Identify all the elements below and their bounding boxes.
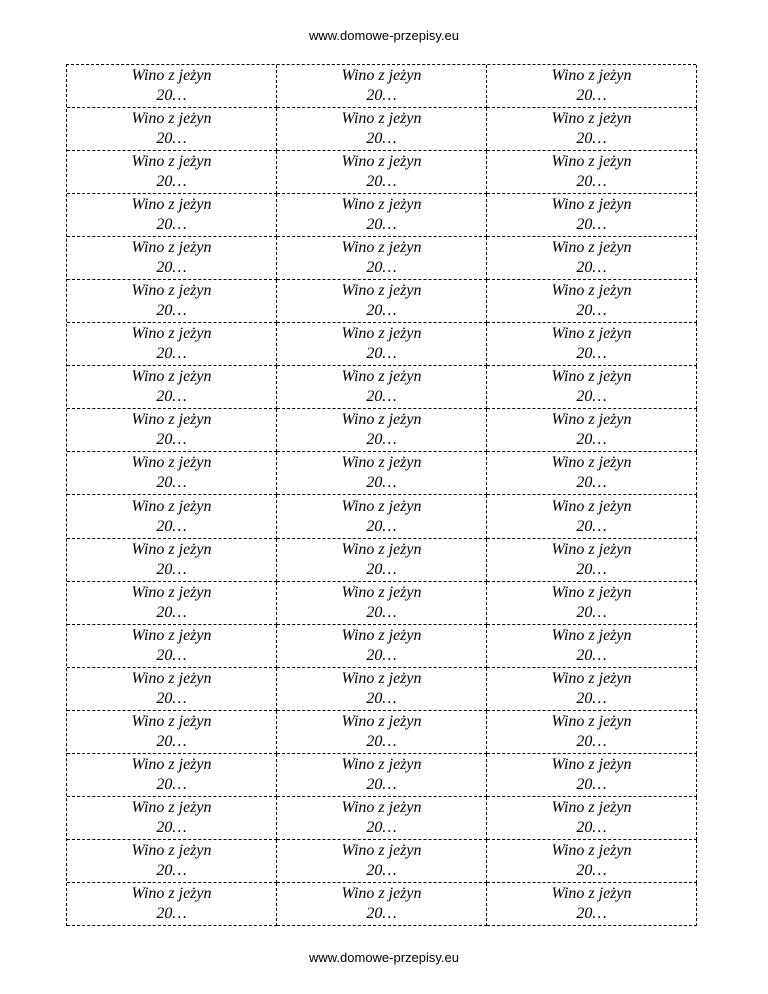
wine-label-year: 20… xyxy=(366,259,397,277)
wine-label-title: Wino z jeżyn xyxy=(551,325,632,343)
wine-label-title: Wino z jeżyn xyxy=(131,669,212,687)
wine-label xyxy=(67,108,277,151)
wine-label-year: 20… xyxy=(156,173,187,191)
wine-label-title: Wino z jeżyn xyxy=(131,110,212,128)
wine-label-year: 20… xyxy=(156,861,187,879)
wine-label-year: 20… xyxy=(366,302,397,320)
wine-label-year: 20… xyxy=(576,732,607,750)
wine-label-title: Wino z jeżyn xyxy=(551,67,632,85)
wine-label-title: Wino z jeżyn xyxy=(131,196,212,214)
wine-label-title: Wino z jeżyn xyxy=(341,755,422,773)
wine-label xyxy=(277,108,487,151)
wine-label-title: Wino z jeżyn xyxy=(131,583,212,601)
wine-label xyxy=(487,840,697,883)
wine-label-title: Wino z jeżyn xyxy=(551,626,632,644)
wine-label xyxy=(277,668,487,711)
wine-label-title: Wino z jeżyn xyxy=(551,411,632,429)
wine-label-year: 20… xyxy=(156,87,187,105)
wine-label-title: Wino z jeżyn xyxy=(341,884,422,902)
wine-label xyxy=(67,883,277,926)
wine-label xyxy=(487,754,697,797)
wine-label-year: 20… xyxy=(156,474,187,492)
wine-label xyxy=(67,409,277,452)
wine-label-title: Wino z jeżyn xyxy=(551,583,632,601)
wine-label-year: 20… xyxy=(366,517,397,535)
wine-label-year: 20… xyxy=(156,560,187,578)
wine-label-title: Wino z jeżyn xyxy=(551,540,632,558)
wine-label-year: 20… xyxy=(576,302,607,320)
wine-label-title: Wino z jeżyn xyxy=(551,110,632,128)
wine-label-year: 20… xyxy=(366,474,397,492)
wine-label xyxy=(67,280,277,323)
wine-label xyxy=(67,495,277,538)
wine-label-title: Wino z jeżyn xyxy=(341,669,422,687)
wine-label-year: 20… xyxy=(576,259,607,277)
wine-label-year: 20… xyxy=(156,216,187,234)
wine-label-title: Wino z jeżyn xyxy=(551,454,632,472)
wine-label xyxy=(67,452,277,495)
wine-label xyxy=(277,65,487,108)
wine-label xyxy=(67,323,277,366)
wine-label-title: Wino z jeżyn xyxy=(551,755,632,773)
wine-label-title: Wino z jeżyn xyxy=(131,841,212,859)
wine-label xyxy=(67,539,277,582)
wine-label xyxy=(277,280,487,323)
wine-label-title: Wino z jeżyn xyxy=(131,712,212,730)
wine-label-title: Wino z jeżyn xyxy=(551,153,632,171)
wine-label-title: Wino z jeżyn xyxy=(551,282,632,300)
wine-label-year: 20… xyxy=(366,388,397,406)
wine-label xyxy=(487,495,697,538)
wine-label-title: Wino z jeżyn xyxy=(131,626,212,644)
header-site-url: www.domowe-przepisy.eu xyxy=(308,28,460,43)
footer-site-url: www.domowe-przepisy.eu xyxy=(308,950,460,965)
wine-label-title: Wino z jeżyn xyxy=(341,841,422,859)
wine-label xyxy=(487,65,697,108)
wine-label-year: 20… xyxy=(576,646,607,664)
wine-label-title: Wino z jeżyn xyxy=(341,282,422,300)
wine-label-year: 20… xyxy=(156,388,187,406)
wine-label-title: Wino z jeżyn xyxy=(551,884,632,902)
wine-label xyxy=(277,409,487,452)
wine-label-title: Wino z jeżyn xyxy=(131,411,212,429)
wine-label-year: 20… xyxy=(156,259,187,277)
wine-label-year: 20… xyxy=(576,818,607,836)
wine-label xyxy=(487,108,697,151)
wine-label xyxy=(277,237,487,280)
wine-label-title: Wino z jeżyn xyxy=(131,798,212,816)
wine-label-title: Wino z jeżyn xyxy=(131,884,212,902)
wine-label-year: 20… xyxy=(576,216,607,234)
wine-label-year: 20… xyxy=(366,646,397,664)
wine-label xyxy=(277,582,487,625)
wine-label-year: 20… xyxy=(366,431,397,449)
wine-label xyxy=(487,539,697,582)
wine-label-year: 20… xyxy=(366,130,397,148)
wine-label-year: 20… xyxy=(156,646,187,664)
wine-label-year: 20… xyxy=(156,431,187,449)
wine-label xyxy=(487,452,697,495)
wine-label-year: 20… xyxy=(576,388,607,406)
wine-label-title: Wino z jeżyn xyxy=(131,282,212,300)
wine-label xyxy=(277,323,487,366)
wine-label-year: 20… xyxy=(366,818,397,836)
wine-label-year: 20… xyxy=(366,603,397,621)
label-sheet xyxy=(66,64,696,926)
wine-label-year: 20… xyxy=(576,560,607,578)
wine-label-title: Wino z jeżyn xyxy=(131,67,212,85)
wine-label xyxy=(67,366,277,409)
wine-label-title: Wino z jeżyn xyxy=(551,497,632,515)
wine-label-year: 20… xyxy=(156,818,187,836)
wine-label-year: 20… xyxy=(156,345,187,363)
wine-label-title: Wino z jeżyn xyxy=(551,712,632,730)
wine-label-year: 20… xyxy=(156,775,187,793)
wine-label-title: Wino z jeżyn xyxy=(341,411,422,429)
wine-label xyxy=(67,194,277,237)
wine-label xyxy=(67,754,277,797)
wine-label-year: 20… xyxy=(576,130,607,148)
wine-label xyxy=(487,582,697,625)
wine-label xyxy=(487,237,697,280)
wine-label-year: 20… xyxy=(576,517,607,535)
wine-label-year: 20… xyxy=(576,431,607,449)
wine-label xyxy=(487,194,697,237)
wine-label-title: Wino z jeżyn xyxy=(551,798,632,816)
wine-label xyxy=(67,65,277,108)
wine-label-year: 20… xyxy=(366,904,397,922)
wine-label xyxy=(67,582,277,625)
wine-label-year: 20… xyxy=(576,173,607,191)
wine-label xyxy=(277,194,487,237)
wine-label-title: Wino z jeżyn xyxy=(341,153,422,171)
wine-label-title: Wino z jeżyn xyxy=(551,368,632,386)
wine-label-year: 20… xyxy=(576,474,607,492)
wine-label xyxy=(277,754,487,797)
wine-label-title: Wino z jeżyn xyxy=(341,540,422,558)
wine-label-year: 20… xyxy=(366,775,397,793)
wine-label xyxy=(67,711,277,754)
wine-label-year: 20… xyxy=(156,904,187,922)
wine-label-title: Wino z jeżyn xyxy=(341,798,422,816)
wine-label xyxy=(67,840,277,883)
wine-label xyxy=(487,366,697,409)
wine-label xyxy=(487,797,697,840)
wine-label xyxy=(277,452,487,495)
wine-label-title: Wino z jeżyn xyxy=(341,325,422,343)
wine-label-title: Wino z jeżyn xyxy=(341,368,422,386)
wine-label-year: 20… xyxy=(366,87,397,105)
wine-label-title: Wino z jeżyn xyxy=(341,497,422,515)
wine-label xyxy=(487,409,697,452)
wine-label-year: 20… xyxy=(156,302,187,320)
wine-label xyxy=(67,151,277,194)
wine-label-title: Wino z jeżyn xyxy=(341,626,422,644)
wine-label xyxy=(67,625,277,668)
wine-label-title: Wino z jeżyn xyxy=(551,196,632,214)
wine-label-title: Wino z jeżyn xyxy=(131,325,212,343)
wine-label xyxy=(67,668,277,711)
wine-label-title: Wino z jeżyn xyxy=(551,669,632,687)
wine-label xyxy=(277,151,487,194)
wine-label-year: 20… xyxy=(576,603,607,621)
wine-label-title: Wino z jeżyn xyxy=(341,110,422,128)
wine-label-year: 20… xyxy=(366,861,397,879)
wine-label xyxy=(487,280,697,323)
wine-label-title: Wino z jeżyn xyxy=(131,540,212,558)
wine-label xyxy=(487,323,697,366)
wine-label xyxy=(67,237,277,280)
wine-label xyxy=(277,797,487,840)
wine-label xyxy=(277,625,487,668)
wine-label-year: 20… xyxy=(576,689,607,707)
wine-label-title: Wino z jeżyn xyxy=(131,497,212,515)
wine-label-year: 20… xyxy=(156,603,187,621)
wine-label-title: Wino z jeżyn xyxy=(341,583,422,601)
wine-label-year: 20… xyxy=(576,87,607,105)
wine-label-year: 20… xyxy=(366,689,397,707)
wine-label-year: 20… xyxy=(366,560,397,578)
wine-label-year: 20… xyxy=(366,173,397,191)
wine-label-title: Wino z jeżyn xyxy=(341,454,422,472)
wine-label xyxy=(277,366,487,409)
wine-label xyxy=(277,883,487,926)
wine-label-year: 20… xyxy=(576,904,607,922)
wine-label-title: Wino z jeżyn xyxy=(341,196,422,214)
wine-label xyxy=(487,625,697,668)
wine-label-year: 20… xyxy=(156,689,187,707)
wine-label xyxy=(487,668,697,711)
wine-label xyxy=(487,883,697,926)
wine-label xyxy=(277,495,487,538)
wine-label xyxy=(277,711,487,754)
wine-label-year: 20… xyxy=(576,861,607,879)
wine-label-title: Wino z jeżyn xyxy=(551,841,632,859)
wine-label xyxy=(487,151,697,194)
wine-label-title: Wino z jeżyn xyxy=(341,67,422,85)
wine-label-year: 20… xyxy=(156,732,187,750)
wine-label-title: Wino z jeżyn xyxy=(341,712,422,730)
wine-label-title: Wino z jeżyn xyxy=(131,755,212,773)
wine-label-year: 20… xyxy=(366,732,397,750)
wine-label-title: Wino z jeżyn xyxy=(551,239,632,257)
wine-label-year: 20… xyxy=(366,216,397,234)
wine-label-year: 20… xyxy=(156,517,187,535)
wine-label xyxy=(487,711,697,754)
wine-label-title: Wino z jeżyn xyxy=(131,239,212,257)
wine-label-year: 20… xyxy=(366,345,397,363)
wine-label-year: 20… xyxy=(576,775,607,793)
wine-label-title: Wino z jeżyn xyxy=(131,368,212,386)
wine-label-year: 20… xyxy=(156,130,187,148)
wine-label xyxy=(67,797,277,840)
wine-label xyxy=(277,840,487,883)
wine-label xyxy=(277,539,487,582)
wine-label-title: Wino z jeżyn xyxy=(131,153,212,171)
wine-label-title: Wino z jeżyn xyxy=(131,454,212,472)
wine-label-title: Wino z jeżyn xyxy=(341,239,422,257)
wine-label-year: 20… xyxy=(576,345,607,363)
